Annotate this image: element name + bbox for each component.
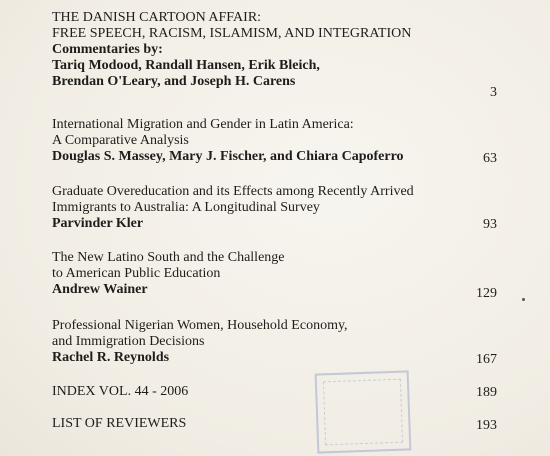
entry-page-number: 167	[476, 352, 497, 367]
paper-speck	[522, 298, 525, 301]
entry-title-line: Immigrants to Australia: A Longitudinal Survey	[52, 200, 320, 215]
entry-authors-line: Tariq Modood, Randall Hansen, Erik Bleich,	[52, 58, 320, 73]
entry-title-line: FREE SPEECH, RACISM, ISLAMISM, AND INTEGRATION	[52, 26, 412, 41]
entry-title-line: Graduate Overeducation and its Effects among Recently Arrived	[52, 184, 414, 199]
entry-title-line: Professional Nigerian Women, Household Economy,	[52, 318, 348, 333]
entry-authors-line: Parvinder Kler	[52, 216, 144, 231]
entry-authors-line: Rachel R. Reynolds	[52, 350, 170, 365]
entry-page-number: 93	[483, 217, 497, 232]
toc-entry	[52, 250, 492, 298]
entry-title-line: INDEX VOL. 44 - 2006	[52, 384, 189, 399]
toc-entry	[52, 184, 492, 232]
entry-title-line: THE DANISH CARTOON AFFAIR:	[52, 10, 262, 25]
entry-title-line: A Comparative Analysis	[52, 133, 189, 148]
toc-entry	[52, 117, 492, 165]
entry-authors-line: Douglas S. Massey, Mary J. Fischer, and Chiara Capoferro	[52, 149, 404, 164]
toc-entry	[52, 384, 492, 400]
library-stamp-border	[323, 379, 403, 446]
toc-entry	[52, 416, 492, 432]
entry-authors-line: Commentaries by:	[52, 42, 163, 57]
entry-authors-line: Brendan O'Leary, and Joseph H. Carens	[52, 74, 296, 89]
entry-title-line: to American Public Education	[52, 266, 221, 281]
entry-title-line: International Migration and Gender in Latin America:	[52, 117, 354, 132]
toc-entry	[52, 318, 492, 366]
entry-authors-line: Andrew Wainer	[52, 282, 148, 297]
entry-page-number: 129	[476, 286, 497, 301]
entry-page-number: 63	[483, 151, 497, 166]
library-stamp	[315, 370, 412, 453]
entry-page-number: 3	[490, 85, 497, 100]
entry-title-line: LIST OF REVIEWERS	[52, 416, 187, 431]
toc-entry	[52, 10, 492, 90]
entry-page-number: 193	[476, 418, 497, 433]
entry-page-number: 189	[476, 385, 497, 400]
entry-title-line: and Immigration Decisions	[52, 334, 205, 349]
entry-title-line: The New Latino South and the Challenge	[52, 250, 285, 265]
